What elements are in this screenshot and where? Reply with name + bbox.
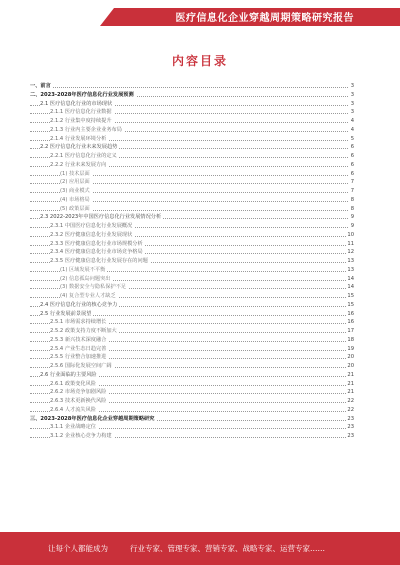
toc-entry[interactable] [30, 126, 354, 135]
toc-entry[interactable] [30, 336, 354, 345]
toc-entry-page: 5 [350, 135, 354, 142]
toc-entry-page: 9 [350, 223, 354, 229]
toc-entry[interactable] [30, 388, 354, 397]
toc-entry-title: 三、2023-2028年医疗信息化企业穿越周期策略研究 [30, 415, 155, 422]
toc-entry-page: 3 [350, 100, 354, 107]
page-title: 内容目录 [171, 54, 228, 68]
toc-entry[interactable] [30, 415, 354, 424]
toc-entry-title: (5) 政策层面 [60, 205, 90, 212]
toc-entry-title: (1) 技术层面 [60, 170, 90, 177]
toc-entry[interactable] [30, 380, 354, 389]
toc-entry-title: 2.1.4 行业发展环境分析 [50, 135, 107, 142]
toc-entry-title: 2.5.6 国际化发展空间广阔 [50, 363, 112, 369]
toc-entry-title: 2.3.2 医疗健康信息化行业发展现状 [50, 231, 133, 238]
toc-entry-title: 2.5.2 政策支持力度不断加大 [50, 328, 117, 334]
toc-entry-page: 4 [350, 118, 354, 124]
toc-entry-page: 3 [350, 91, 354, 98]
toc-entry-page: 20 [347, 363, 354, 369]
toc-entry-page: 23 [347, 415, 354, 422]
toc-entry-title: 二、2023-2028年医疗信息化行业发展预测 [30, 91, 134, 98]
toc-entry[interactable] [30, 371, 354, 380]
toc-entry-title: 2.3.3 医疗健康信息化行业市场规模分析 [50, 240, 143, 247]
toc-entry-title: 2.5.1 市场需求持续增长 [50, 319, 107, 326]
toc-entry-page: 7 [350, 188, 354, 194]
toc-entry-page: 10 [347, 231, 354, 238]
toc-entry[interactable] [30, 91, 354, 100]
toc-entry-title: 2.2.2 行业未来发展方向 [50, 161, 107, 168]
toc-entry-title: 3.1.2 企业核心竞争力构建 [50, 433, 112, 439]
toc-entry[interactable] [30, 362, 354, 371]
toc-entry[interactable] [30, 170, 354, 179]
toc-entry-page: 18 [347, 336, 354, 343]
toc-entry-page: 3 [350, 109, 354, 116]
toc-entry[interactable] [30, 310, 354, 319]
toc-entry[interactable] [30, 231, 354, 240]
table-of-contents [30, 82, 354, 441]
toc-entry[interactable] [30, 152, 354, 161]
toc-entry[interactable] [30, 301, 354, 310]
toc-entry-page: 15 [347, 301, 354, 308]
toc-entry-page: 14 [347, 275, 354, 282]
toc-entry-title: (4) 复合型专业人才缺乏 [60, 293, 116, 299]
toc-entry-title: (4) 市场格局 [60, 196, 90, 203]
toc-entry-title: 2.1.3 行业内主要企业业务布局 [50, 126, 122, 133]
toc-entry[interactable] [30, 292, 354, 301]
toc-entry-page: 6 [350, 170, 354, 177]
report-title: 医疗信息化企业穿越周期策略研究报告 [175, 13, 354, 24]
footer-roles: 行业专家、管理专家、营销专家、战略专家、运营专家…… [130, 544, 325, 553]
toc-entry-page: 16 [347, 310, 354, 317]
toc-entry-page: 13 [347, 266, 354, 273]
toc-entry-page: 23 [347, 433, 354, 439]
toc-entry-title: (3) 商业模式 [60, 188, 90, 194]
toc-entry[interactable] [30, 222, 354, 231]
toc-entry[interactable] [30, 248, 354, 257]
toc-entry[interactable] [30, 257, 354, 266]
toc-entry[interactable] [30, 143, 354, 152]
toc-entry[interactable] [30, 82, 354, 91]
toc-entry[interactable] [30, 345, 354, 354]
toc-entry-page: 8 [350, 205, 354, 212]
toc-entry-page: 19 [347, 345, 354, 352]
toc-entry-title: (3) 数据安全与隐私保护不足 [60, 284, 127, 291]
toc-entry-title: 2.6.3 技术更新换代风险 [50, 398, 107, 404]
toc-entry[interactable] [30, 283, 354, 292]
toc-entry-page: 22 [347, 406, 354, 413]
toc-entry-page: 11 [347, 240, 354, 247]
toc-entry-title: 2.1.1 医疗信息化行业数据 [50, 109, 112, 116]
toc-entry-title: (1) 区域发展不平衡 [60, 266, 106, 273]
toc-entry-page: 12 [347, 249, 354, 256]
toc-entry-page: 23 [347, 424, 354, 431]
toc-entry[interactable] [30, 117, 354, 126]
toc-entry[interactable] [30, 213, 354, 222]
toc-entry[interactable] [30, 161, 354, 170]
toc-entry[interactable] [30, 275, 354, 284]
toc-entry-page: 16 [347, 319, 354, 326]
toc-entry-title: 2.3 2022-2023年中国医疗信息化行业发展情况分析 [40, 214, 162, 221]
toc-entry-page: 22 [347, 398, 354, 404]
toc-entry-title: 2.1 医疗信息化行业的市场现状 [40, 100, 113, 107]
toc-leader-dots [30, 87, 348, 88]
toc-entry-title: (2) 应用层面 [60, 179, 90, 186]
toc-entry[interactable] [30, 397, 354, 406]
toc-entry-title: 2.3.5 医疗健康信息化行业发展存在的问题 [50, 258, 148, 264]
toc-entry-page: 21 [347, 389, 354, 396]
toc-entry-title: 2.1.2 行业集中度持续提升 [50, 118, 112, 124]
toc-entry[interactable] [30, 205, 354, 214]
toc-entry-page: 15 [347, 293, 354, 299]
toc-entry-page: 6 [350, 153, 354, 159]
toc-entry-title: 2.5.4 产业生态日趋完善 [50, 345, 107, 352]
toc-entry-title: 2.3.1 中国医疗信息化行业发展概况 [50, 223, 133, 229]
toc-entry-title: 2.3.4 医疗健康信息化行业市场竞争格局 [50, 249, 143, 256]
toc-entry-title: 2.6 行业面临的主要风险 [40, 371, 97, 378]
toc-entry-page: 7 [350, 179, 354, 186]
toc-entry[interactable] [30, 240, 354, 249]
toc-entry-title: 3.1.1 企业战略定位 [50, 424, 96, 431]
toc-entry-title: 2.6.1 政策变化风险 [50, 380, 96, 387]
toc-entry[interactable] [30, 178, 354, 187]
toc-entry[interactable] [30, 432, 354, 441]
toc-entry-page: 6 [350, 144, 354, 151]
toc-entry-title: 2.5.3 新兴技术深度融合 [50, 336, 107, 343]
toc-entry-title: 2.5 行业发展前景展望 [40, 310, 92, 317]
toc-entry-page: 13 [347, 258, 354, 264]
toc-entry-title: 2.5.5 行业整合加速推进 [50, 354, 107, 361]
footer-slogan: 让每个人都能成为 [48, 544, 108, 553]
toc-entry[interactable] [30, 406, 354, 415]
toc-entry[interactable] [30, 327, 354, 336]
toc-entry-page: 9 [350, 214, 354, 221]
footer-band [0, 532, 400, 565]
toc-entry-title: 2.6.4 人才流失风险 [50, 406, 96, 413]
toc-entry-page: 3 [350, 83, 354, 89]
report-header [0, 0, 400, 34]
toc-entry-page: 14 [347, 284, 354, 291]
toc-entry-page: 21 [347, 371, 354, 378]
toc-entry-page: 21 [347, 380, 354, 387]
toc-entry-page: 20 [347, 354, 354, 361]
toc-entry-title: 2.2.1 医疗信息化行业的定义 [50, 153, 117, 159]
toc-entry-title: 2.2 医疗信息化行业未来发展趋势 [40, 144, 118, 151]
toc-entry-page: 4 [350, 126, 354, 133]
toc-entry[interactable] [30, 187, 354, 196]
toc-entry[interactable] [30, 353, 354, 362]
toc-entry[interactable] [30, 196, 354, 205]
toc-entry-page: 8 [350, 196, 354, 203]
toc-entry[interactable] [30, 135, 354, 144]
toc-entry-page: 17 [347, 328, 354, 334]
toc-entry[interactable] [30, 266, 354, 275]
toc-entry[interactable] [30, 423, 354, 432]
toc-entry-title: 一、前言 [30, 83, 51, 89]
toc-entry-title: (2) 信息孤岛问题突出 [60, 275, 111, 282]
toc-entry-title: 2.4 医疗信息化行业的核心竞争力 [40, 301, 118, 308]
toc-entry[interactable] [30, 108, 354, 117]
toc-entry-title: 2.6.2 市场竞争加剧风险 [50, 389, 107, 396]
toc-entry[interactable] [30, 100, 354, 109]
toc-entry-page: 6 [350, 161, 354, 168]
toc-entry[interactable] [30, 318, 354, 327]
